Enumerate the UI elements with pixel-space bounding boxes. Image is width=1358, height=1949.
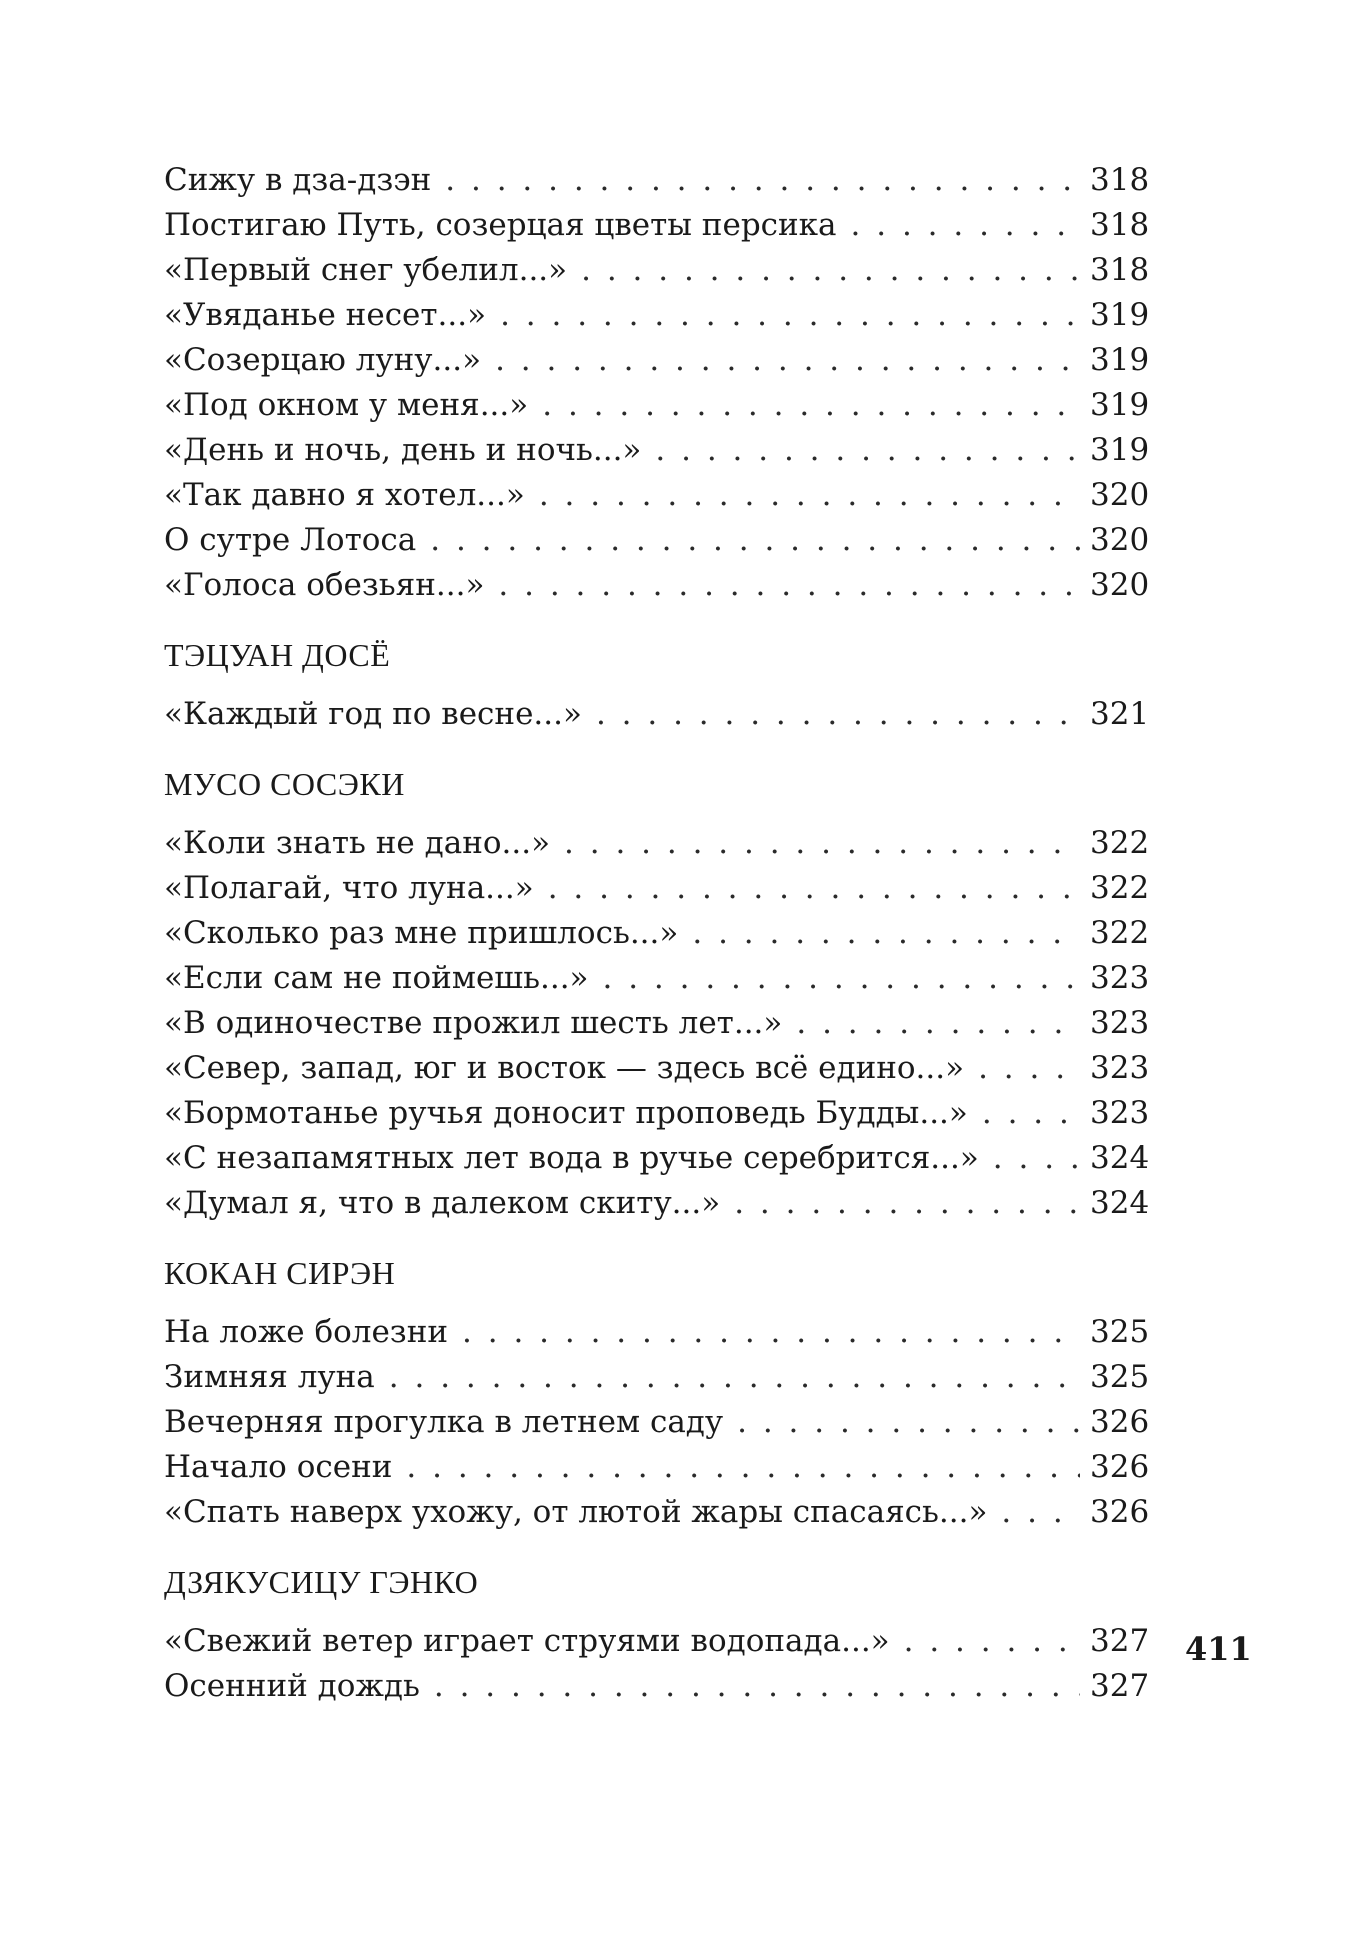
toc-entry-page: 323 — [1090, 1095, 1150, 1131]
toc-entry-title: «Голоса обезьян...» — [164, 567, 485, 603]
toc-entry-title: «Сколько раз мне пришлось...» — [164, 915, 679, 951]
toc-entry-title: Осенний дождь — [164, 1668, 420, 1704]
toc-entry — [164, 1445, 1150, 1490]
toc-section — [164, 158, 1150, 608]
author-heading: ТЭЦУАН ДОСЁ — [164, 637, 391, 673]
toc-entry — [164, 338, 1150, 383]
author-heading: ДЗЯКУСИЦУ ГЭНКО — [164, 1564, 479, 1600]
toc-entry-title: Зимняя луна — [164, 1359, 375, 1395]
toc-entry-title: «День и ночь, день и ночь...» — [164, 432, 642, 468]
toc-entry-page: 320 — [1090, 567, 1150, 603]
toc-section — [164, 763, 1150, 1226]
toc-entry-page: 327 — [1090, 1668, 1150, 1704]
page-number: 411 — [1185, 1630, 1252, 1668]
toc-entry — [164, 1001, 1150, 1046]
toc-entry — [164, 866, 1150, 911]
toc-entry — [164, 1046, 1150, 1091]
toc-entry-page: 320 — [1090, 477, 1150, 513]
toc-entry — [164, 911, 1150, 956]
toc-entry-title: «Так давно я хотел...» — [164, 477, 525, 513]
toc-section — [164, 634, 1150, 737]
toc-entry-page: 320 — [1090, 522, 1150, 558]
dot-leader — [445, 158, 1080, 203]
toc-entry — [164, 518, 1150, 563]
toc-entry-title: «С незапамятных лет вода в ручье серебрится...» — [164, 1140, 979, 1176]
toc-entry — [164, 203, 1150, 248]
toc-entry-title: На ложе болезни — [164, 1314, 449, 1350]
toc-entry — [164, 1400, 1150, 1445]
toc-entry-title: «Созерцаю луну...» — [164, 342, 482, 378]
toc-entry-title: «Бормотанье ручья доносит проповедь Будды...» — [164, 1095, 968, 1131]
dot-leader — [982, 1091, 1080, 1136]
toc-entry-page: 322 — [1090, 870, 1150, 906]
dot-leader — [564, 821, 1080, 866]
dot-leader — [692, 911, 1080, 956]
toc-entry-page: 318 — [1090, 207, 1150, 243]
toc-entry-title: О сутре Лотоса — [164, 522, 417, 558]
toc-entry — [164, 158, 1150, 203]
toc-entry-page: 319 — [1090, 387, 1150, 423]
dot-leader — [603, 956, 1080, 1001]
toc-entry-title: Вечерняя прогулка в летнем саду — [164, 1404, 724, 1440]
toc-entry-page: 318 — [1090, 252, 1150, 288]
toc-section — [164, 1561, 1150, 1709]
dot-leader — [539, 473, 1080, 518]
dot-leader — [796, 1001, 1080, 1046]
dot-leader — [498, 563, 1080, 608]
author-heading: КОКАН СИРЭН — [164, 1255, 396, 1291]
toc-entry-title: «Под окном у меня...» — [164, 387, 529, 423]
toc-entry-page: 322 — [1090, 825, 1150, 861]
toc-entry-title: «Коли знать не дано...» — [164, 825, 551, 861]
dot-leader — [1001, 1490, 1080, 1535]
toc-entry — [164, 1355, 1150, 1400]
toc-entry-title: «Свежий ветер играет струями водопада...» — [164, 1623, 890, 1659]
toc-entry-title: «Если сам не поймешь...» — [164, 960, 589, 996]
dot-leader — [389, 1355, 1080, 1400]
toc-entry-page: 325 — [1090, 1314, 1150, 1350]
toc-entry-page: 319 — [1090, 342, 1150, 378]
toc-entry — [164, 1136, 1150, 1181]
toc-entry-title: Постигаю Путь, созерцая цветы персика — [164, 207, 837, 243]
dot-leader — [851, 203, 1080, 248]
toc-entry — [164, 563, 1150, 608]
toc-entry-title: «В одиночестве прожил шесть лет...» — [164, 1005, 783, 1041]
toc-entry-page: 318 — [1090, 162, 1150, 198]
toc-entry-page: 323 — [1090, 1005, 1150, 1041]
toc-entry — [164, 383, 1150, 428]
toc-entry-title: «Полагай, что луна...» — [164, 870, 534, 906]
toc-entry — [164, 692, 1150, 737]
dot-leader — [904, 1619, 1080, 1664]
toc-entry — [164, 293, 1150, 338]
toc-entry — [164, 1664, 1150, 1709]
toc-entry-title: Сижу в дза-дзэн — [164, 162, 432, 198]
toc-entry-page: 325 — [1090, 1359, 1150, 1395]
dot-leader — [596, 692, 1080, 737]
toc-entry — [164, 1490, 1150, 1535]
table-of-contents — [164, 158, 1150, 1709]
toc-entry — [164, 1181, 1150, 1226]
toc-entry — [164, 821, 1150, 866]
dot-leader — [655, 428, 1080, 473]
toc-entry — [164, 1310, 1150, 1355]
toc-entry-title: «Спать наверх ухожу, от лютой жары спасаясь...» — [164, 1494, 988, 1530]
toc-entry-title: «Увяданье несет...» — [164, 297, 487, 333]
toc-section — [164, 1252, 1150, 1535]
toc-entry-page: 327 — [1090, 1623, 1150, 1659]
dot-leader — [500, 293, 1080, 338]
toc-entry-page: 324 — [1090, 1185, 1150, 1221]
toc-entry — [164, 428, 1150, 473]
toc-entry-page: 323 — [1090, 960, 1150, 996]
dot-leader — [434, 1664, 1080, 1709]
toc-entry-page: 322 — [1090, 915, 1150, 951]
dot-leader — [734, 1181, 1080, 1226]
toc-entry-title: Начало осени — [164, 1449, 393, 1485]
dot-leader — [581, 248, 1080, 293]
dot-leader — [993, 1136, 1080, 1181]
toc-entry — [164, 248, 1150, 293]
dot-leader — [542, 383, 1080, 428]
toc-entry-page: 321 — [1090, 696, 1150, 732]
toc-entry — [164, 473, 1150, 518]
toc-entry-page: 326 — [1090, 1404, 1150, 1440]
dot-leader — [406, 1445, 1080, 1490]
toc-entry-page: 324 — [1090, 1140, 1150, 1176]
dot-leader — [978, 1046, 1080, 1091]
dot-leader — [548, 866, 1080, 911]
toc-entry-title: «Думал я, что в далеком скиту...» — [164, 1185, 721, 1221]
dot-leader — [495, 338, 1080, 383]
toc-entry — [164, 1619, 1150, 1664]
toc-entry-title: «Первый снег убелил...» — [164, 252, 568, 288]
toc-entry-page: 319 — [1090, 432, 1150, 468]
dot-leader — [737, 1400, 1080, 1445]
toc-entry-page: 326 — [1090, 1449, 1150, 1485]
toc-entry-title: «Север, запад, юг и восток — здесь всё едино...» — [164, 1050, 965, 1086]
toc-entry-title: «Каждый год по весне...» — [164, 696, 582, 732]
toc-entry-page: 319 — [1090, 297, 1150, 333]
author-heading: МУСО СОСЭКИ — [164, 766, 405, 802]
toc-entry-page: 323 — [1090, 1050, 1150, 1086]
dot-leader — [462, 1310, 1080, 1355]
toc-entry — [164, 1091, 1150, 1136]
dot-leader — [430, 518, 1080, 563]
toc-entry — [164, 956, 1150, 1001]
toc-entry-page: 326 — [1090, 1494, 1150, 1530]
